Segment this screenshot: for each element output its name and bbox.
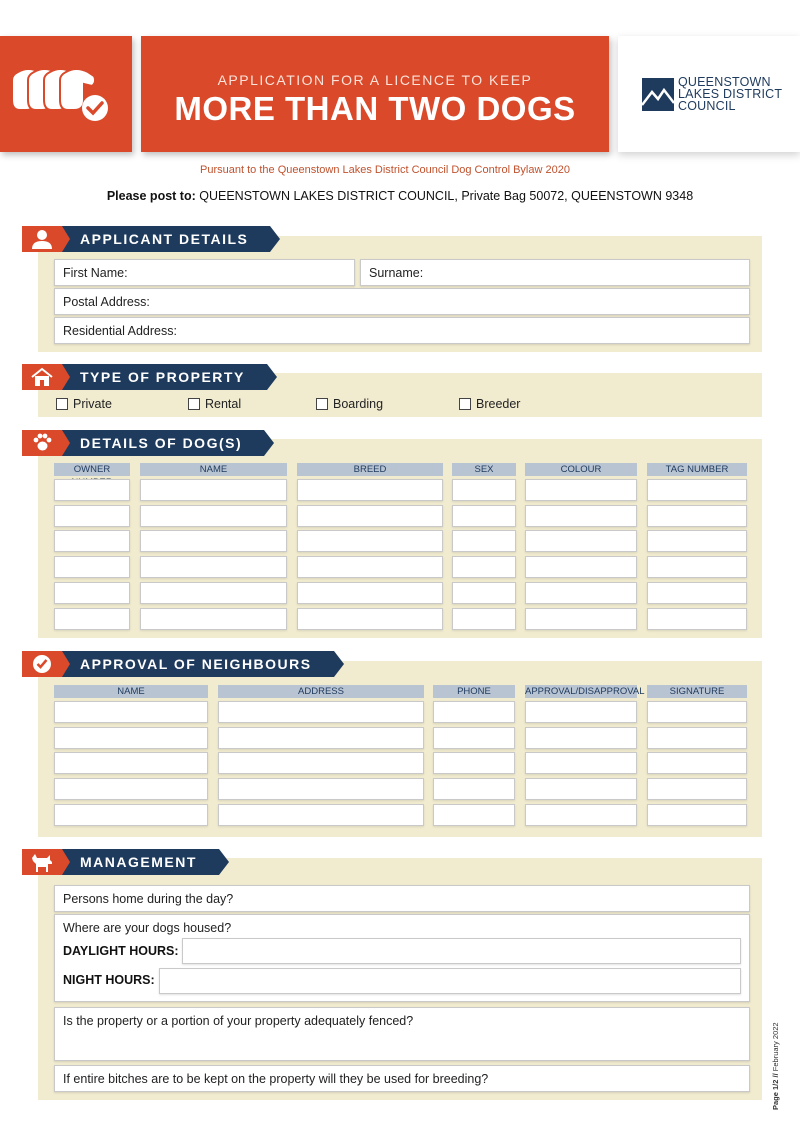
dogs-cell[interactable] [297, 556, 443, 578]
dogs-header [22, 430, 264, 456]
breeder-label: Breeder [476, 397, 521, 411]
night-hours-input[interactable] [159, 968, 741, 994]
surname-label: Surname: [369, 266, 424, 280]
neighbours-cell[interactable] [54, 701, 208, 723]
neighbours-cell[interactable] [54, 804, 208, 826]
neighbours-column-header: ADDRESS [218, 685, 424, 698]
dogs-cell[interactable] [54, 608, 130, 630]
dogs-cell[interactable] [647, 479, 747, 501]
dogs-cell[interactable] [140, 479, 287, 501]
bylaw-note: Pursuant to the Queenstown Lakes District Council Dog Control Bylaw 2020 [200, 164, 570, 176]
dogs-cell[interactable] [140, 556, 287, 578]
title-banner [141, 36, 609, 152]
post-address-text: QUEENSTOWN LAKES DISTRICT COUNCIL, Private Bag 50072, QUEENSTOWN 9348 [199, 189, 694, 203]
post-label: Please post to: [106, 189, 196, 203]
neighbours-cell[interactable] [525, 701, 637, 723]
neighbours-header [22, 651, 334, 677]
dogs-column-header: SEX [452, 463, 516, 476]
boarding-label: Boarding [333, 397, 384, 411]
dogs-cell[interactable] [525, 479, 637, 501]
logo-text [678, 76, 782, 112]
mountain-logo-icon [642, 78, 674, 111]
dogs-cell[interactable] [647, 505, 747, 527]
title-subtitle: APPLICATION FOR A LICENCE TO KEEP [217, 72, 533, 88]
page-title: MORE THAN TWO DOGS [174, 90, 576, 127]
applicant-header [22, 226, 270, 252]
page-footer [771, 1022, 780, 1110]
private-label: Private [73, 397, 112, 411]
neighbours-cell[interactable] [54, 752, 208, 774]
dogs-cell[interactable] [525, 505, 637, 527]
dogs-cell[interactable] [647, 608, 747, 630]
neighbours-title: APPROVAL OF NEIGHBOURS [62, 651, 334, 677]
dogs-cell[interactable] [452, 608, 516, 630]
property-breeder-option[interactable] [459, 397, 520, 411]
dogs-column-header: OWNER [54, 463, 130, 476]
neighbours-cell[interactable] [525, 752, 637, 774]
rental-checkbox[interactable] [188, 398, 200, 410]
neighbours-cell[interactable] [647, 778, 747, 800]
dogs-cell[interactable] [452, 530, 516, 552]
logo-line-1: QUEENSTOWN [678, 75, 771, 89]
neighbours-column-header: NAME [54, 685, 208, 698]
neighbours-cell[interactable] [647, 701, 747, 723]
dogs-column-header: TAG NUMBER [647, 463, 747, 476]
dogs-cell[interactable] [54, 582, 130, 604]
dogs-cell[interactable] [140, 505, 287, 527]
dogs-column-header: COLOUR [525, 463, 637, 476]
fenced-field[interactable] [54, 1007, 750, 1061]
dogs-cell[interactable] [297, 530, 443, 552]
dogs-title: DETAILS OF DOG(S) [62, 430, 264, 456]
neighbours-cell[interactable] [433, 752, 515, 774]
dogs-cell[interactable] [54, 556, 130, 578]
dogs-cell[interactable] [54, 479, 130, 501]
neighbours-cell[interactable] [647, 727, 747, 749]
neighbours-cell[interactable] [433, 778, 515, 800]
property-rental-option[interactable] [188, 397, 241, 411]
post-address [0, 189, 800, 203]
daylight-hours-input[interactable] [182, 938, 741, 964]
dogs-cell[interactable] [647, 582, 747, 604]
council-logo [618, 36, 800, 152]
dogs-column-header: BREED [297, 463, 443, 476]
dogs-cell[interactable] [525, 556, 637, 578]
footer-separator: // [771, 1073, 780, 1078]
first-name-label: First Name: [63, 266, 128, 280]
postal-address-field[interactable] [54, 288, 750, 315]
paw-icon [22, 430, 62, 456]
dogs-logo-panel [0, 36, 132, 152]
dogs-cell[interactable] [54, 530, 130, 552]
neighbours-cell[interactable] [433, 804, 515, 826]
property-header [22, 364, 267, 390]
management-header [22, 849, 219, 875]
boarding-checkbox[interactable] [316, 398, 328, 410]
neighbours-cell[interactable] [525, 778, 637, 800]
surname-field[interactable] [360, 259, 750, 286]
dogs-cell[interactable] [452, 556, 516, 578]
dog-icon [22, 849, 62, 875]
property-private-option[interactable] [56, 397, 112, 411]
neighbours-cell[interactable] [54, 778, 208, 800]
dogs-cell[interactable] [525, 582, 637, 604]
first-name-field[interactable] [54, 259, 355, 286]
management-title: MANAGEMENT [62, 849, 219, 875]
housed-label: Where are your dogs housed? [63, 921, 232, 935]
neighbours-cell[interactable] [218, 804, 424, 826]
persons-home-field[interactable] [54, 885, 750, 912]
neighbours-column-header: SIGNATURE [647, 685, 747, 698]
breeding-label: If entire bitches are to be kept on the property will they be used for breeding? [63, 1072, 489, 1086]
dogs-cell[interactable] [452, 479, 516, 501]
fenced-label: Is the property or a portion of your property adequately fenced? [63, 1014, 414, 1028]
persons-home-label: Persons home during the day? [63, 892, 234, 906]
page-number: Page 1/2 [771, 1079, 780, 1110]
neighbours-cell[interactable] [218, 701, 424, 723]
logo-line-2: LAKES DISTRICT [678, 87, 783, 101]
night-label: NIGHT HOURS: [63, 973, 155, 987]
dogs-cell[interactable] [647, 556, 747, 578]
dogs-column-header: NAME [140, 463, 287, 476]
dogs-cell[interactable] [525, 530, 637, 552]
breeder-checkbox[interactable] [459, 398, 471, 410]
dogs-check-icon [0, 36, 132, 152]
breeding-field[interactable] [54, 1065, 750, 1092]
neighbours-cell[interactable] [218, 727, 424, 749]
dogs-cell[interactable] [297, 505, 443, 527]
dogs-cell[interactable] [452, 505, 516, 527]
dogs-cell[interactable] [140, 582, 287, 604]
dogs-cell[interactable] [452, 582, 516, 604]
dogs-cell[interactable] [525, 608, 637, 630]
dogs-cell[interactable] [140, 530, 287, 552]
neighbours-cell[interactable] [218, 778, 424, 800]
neighbours-cell[interactable] [433, 701, 515, 723]
applicant-title: APPLICANT DETAILS [62, 226, 270, 252]
private-checkbox[interactable] [56, 398, 68, 410]
property-title: TYPE OF PROPERTY [62, 364, 267, 390]
neighbours-column-header: APPROVAL/DISAPPROVAL [525, 686, 645, 697]
dogs-cell[interactable] [297, 479, 443, 501]
neighbours-cell[interactable] [647, 752, 747, 774]
house-icon [22, 364, 62, 390]
neighbours-cell[interactable] [218, 752, 424, 774]
residential-address-field[interactable] [54, 317, 750, 344]
neighbours-cell[interactable] [525, 727, 637, 749]
dogs-cell[interactable] [140, 608, 287, 630]
dogs-cell[interactable] [297, 608, 443, 630]
neighbours-column-header: PHONE [433, 685, 515, 698]
dogs-cell[interactable] [54, 505, 130, 527]
daylight-label: DAYLIGHT HOURS: [63, 944, 179, 958]
logo-line-3: COUNCIL [678, 99, 736, 113]
neighbours-cell[interactable] [525, 804, 637, 826]
postal-address-label: Postal Address: [63, 295, 150, 309]
dogs-cell[interactable] [297, 582, 443, 604]
check-circle-icon [22, 651, 62, 677]
dogs-cell[interactable] [647, 530, 747, 552]
person-icon [22, 226, 62, 252]
property-boarding-option[interactable] [316, 397, 383, 411]
residential-address-label: Residential Address: [63, 324, 177, 338]
neighbours-cell[interactable] [54, 727, 208, 749]
neighbours-cell[interactable] [433, 727, 515, 749]
neighbours-cell[interactable] [647, 804, 747, 826]
footer-date: February 2022 [771, 1022, 780, 1072]
rental-label: Rental [205, 397, 242, 411]
